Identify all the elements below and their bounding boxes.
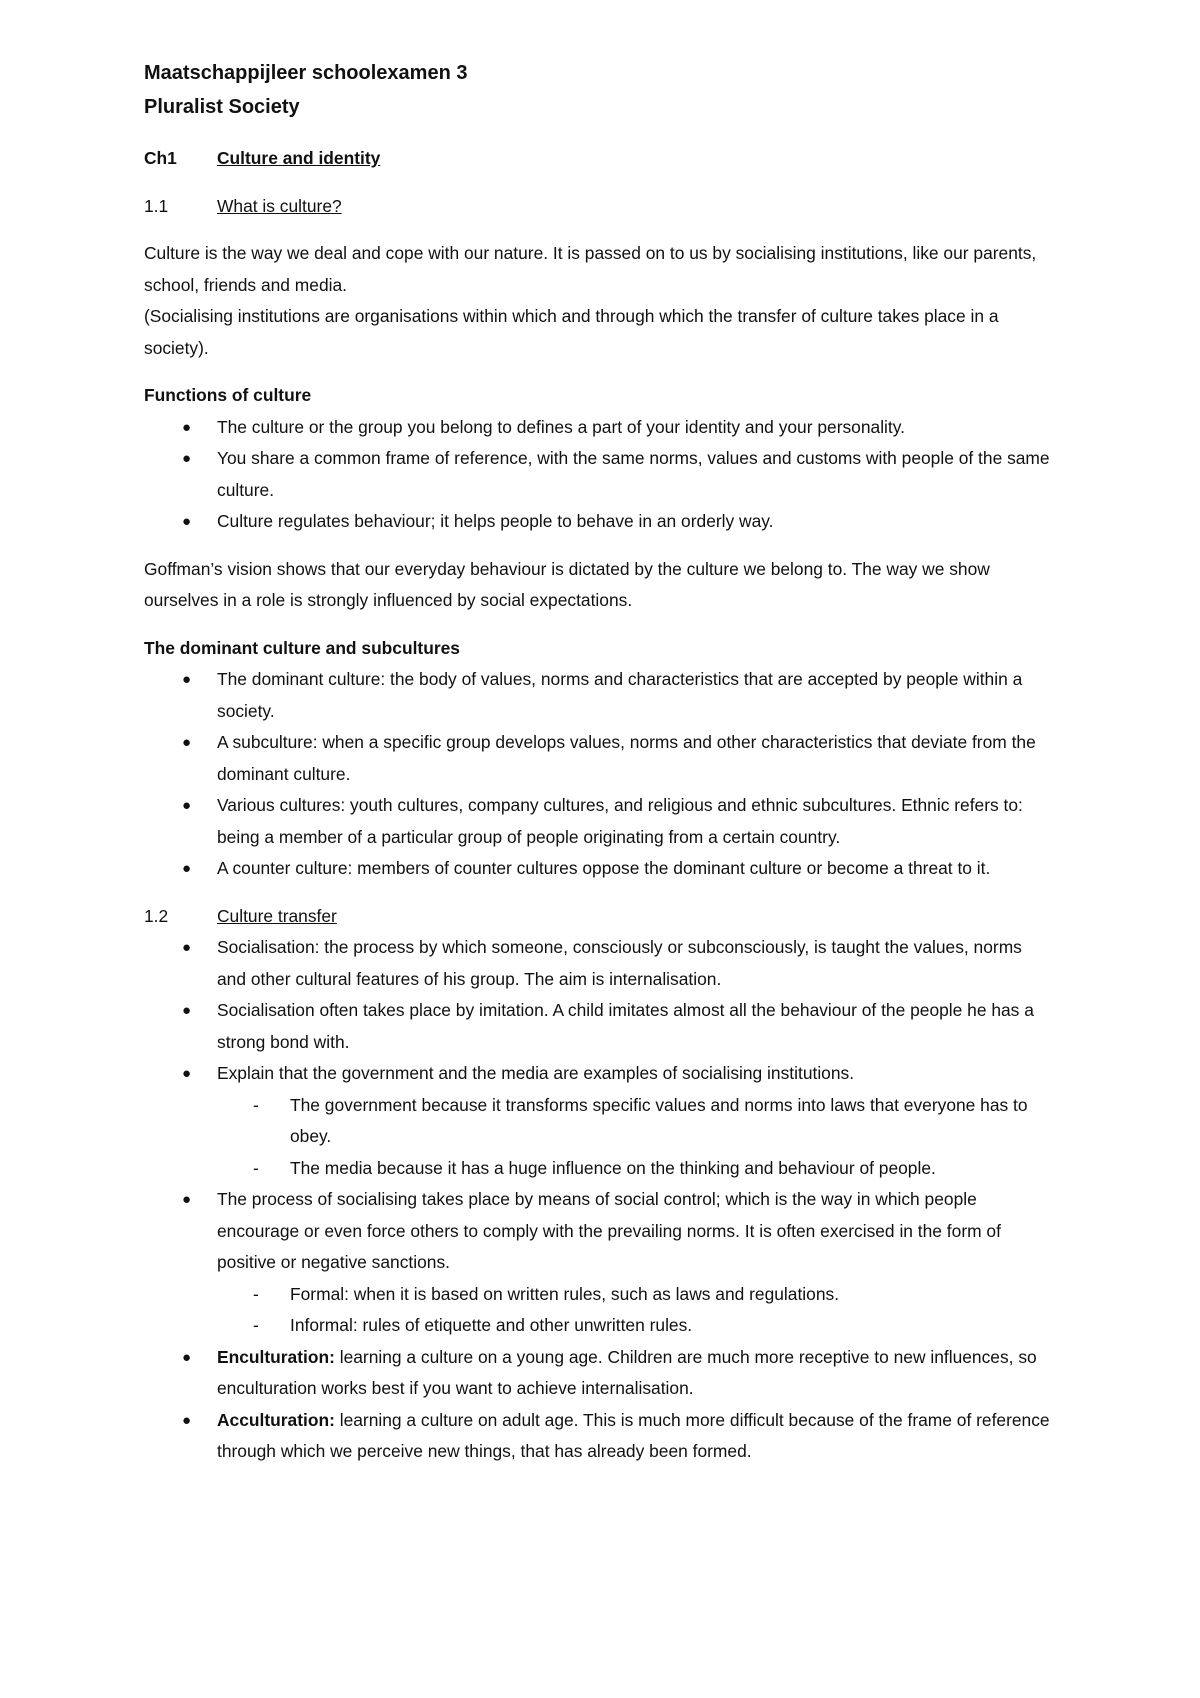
bullet-icon: ● — [182, 671, 192, 688]
dash-icon: - — [253, 1315, 259, 1335]
paragraph-goffman: Goffman’s vision shows that our everyday behaviour is dictated by the culture we belong to. The way we show ourselves in a role is strongly influenced by social expectations. — [144, 558, 990, 610]
bullet-icon: ● — [182, 734, 192, 751]
section-heading-1-2 — [144, 901, 1050, 933]
chapter-title: Culture and identity — [217, 148, 381, 168]
bullet-icon: ● — [182, 513, 192, 530]
dominant-culture-list — [144, 664, 1050, 885]
list-item: ● Culture regulates behaviour; it helps people to behave in an orderly way. — [144, 506, 1050, 538]
subheading-functions: Functions of culture — [144, 385, 312, 405]
list-item: ● The dominant culture: the body of values, norms and characteristics that are accepted by people within a society. — [144, 664, 1050, 727]
list-item: ● Various cultures: youth cultures, company cultures, and religious and ethnic subcultures. Ethnic refers to: being a member of a particular group of people originating from a certain country. — [144, 790, 1050, 853]
paragraph-socialising-institutions: (Socialising institutions are organisations within which and through which the transfer of culture takes place in a society). — [144, 306, 999, 358]
sublist-item: - Formal: when it is based on written rules, such as laws and regulations. — [217, 1279, 1050, 1311]
bullet-icon: ● — [182, 1191, 192, 1208]
bullet-icon: ● — [182, 1065, 192, 1082]
culture-transfer-list — [144, 932, 1050, 1468]
section-number: 1.1 — [144, 195, 169, 216]
dash-icon: - — [253, 1157, 259, 1178]
list-item: ● You share a common frame of reference, with the same norms, values and customs with people of the same culture. — [144, 443, 1050, 506]
section-heading-1-1 — [144, 191, 1050, 223]
list-item: ● A counter culture: members of counter cultures oppose the dominant culture or become a threat to it. — [144, 853, 1050, 885]
subheading-dominant-culture: The dominant culture and subcultures — [144, 637, 460, 658]
list-item: ● Socialisation: the process by which someone, consciously or subconsciously, is taught the values, norms and other cultural features of his group. The aim is internalisation. — [144, 932, 1050, 995]
functions-list — [144, 412, 1050, 538]
section-title: Culture transfer — [217, 905, 337, 926]
list-item: ● Enculturation: learning a culture on a young age. Children are much more receptive to new influences, so enculturation works best if you want to achieve internalisation. — [144, 1342, 1050, 1405]
bullet-icon: ● — [182, 418, 192, 436]
bullet-icon: ● — [182, 797, 192, 814]
list-item: ● The culture or the group you belong to defines a part of your identity and your personality. — [144, 412, 1050, 444]
chapter-number: Ch1 — [144, 148, 177, 168]
section-title: What is culture? — [217, 195, 342, 216]
term-enculturation: Enculturation: — [217, 1346, 335, 1367]
dash-icon: - — [253, 1283, 259, 1304]
document-subtitle: Pluralist Society — [144, 96, 300, 118]
dash-icon: - — [253, 1094, 259, 1115]
bullet-icon: ● — [182, 939, 192, 956]
bullet-icon: ● — [182, 450, 192, 467]
list-item: ● The process of socialising takes place by means of social control; which is the way in which people encourage or even force others to comply with the prevailing norms. It is often exercised in the form of positive or negative sanctions. - Formal: when it is based on written rules, such as laws and regulations. - Informal: rules of etiquette and other unwritten rules. — [144, 1184, 1050, 1342]
bullet-icon: ● — [182, 860, 192, 877]
chapter-heading — [144, 143, 1050, 175]
bullet-icon: ● — [182, 1002, 192, 1019]
sublist — [217, 1279, 1050, 1342]
sublist — [217, 1090, 1050, 1185]
bullet-icon: ● — [182, 1348, 192, 1366]
list-item: ● Explain that the government and the media are examples of socialising institutions. - The government because it transforms specific values and norms into laws that everyone has to obey. - The media because it has a huge influence on the thinking and behaviour of people. — [144, 1058, 1050, 1184]
list-item: ● A subculture: when a specific group develops values, norms and other characteristics that deviate from the dominant culture. — [144, 727, 1050, 790]
term-acculturation: Acculturation: — [217, 1409, 335, 1430]
sublist-item: - The media because it has a huge influence on the thinking and behaviour of people. — [217, 1153, 1050, 1185]
list-item: ● Socialisation often takes place by imitation. A child imitates almost all the behaviour of the people he has a strong bond with. — [144, 995, 1050, 1058]
document-title: Maatschappijleer schoolexamen 3 — [144, 62, 468, 84]
bullet-icon: ● — [182, 1411, 192, 1429]
paragraph-culture-definition: Culture is the way we deal and cope with our nature. It is passed on to us by socialising institutions, like our parents, school, friends and media. — [144, 243, 1037, 295]
sublist-item: - Informal: rules of etiquette and other unwritten rules. — [217, 1310, 1050, 1342]
section-number: 1.2 — [144, 905, 169, 926]
list-item: ● Acculturation: learning a culture on adult age. This is much more difficult because of the frame of reference through which we perceive new things, that has already been formed. — [144, 1405, 1050, 1468]
sublist-item: - The government because it transforms specific values and norms into laws that everyone has to obey. — [217, 1090, 1050, 1153]
